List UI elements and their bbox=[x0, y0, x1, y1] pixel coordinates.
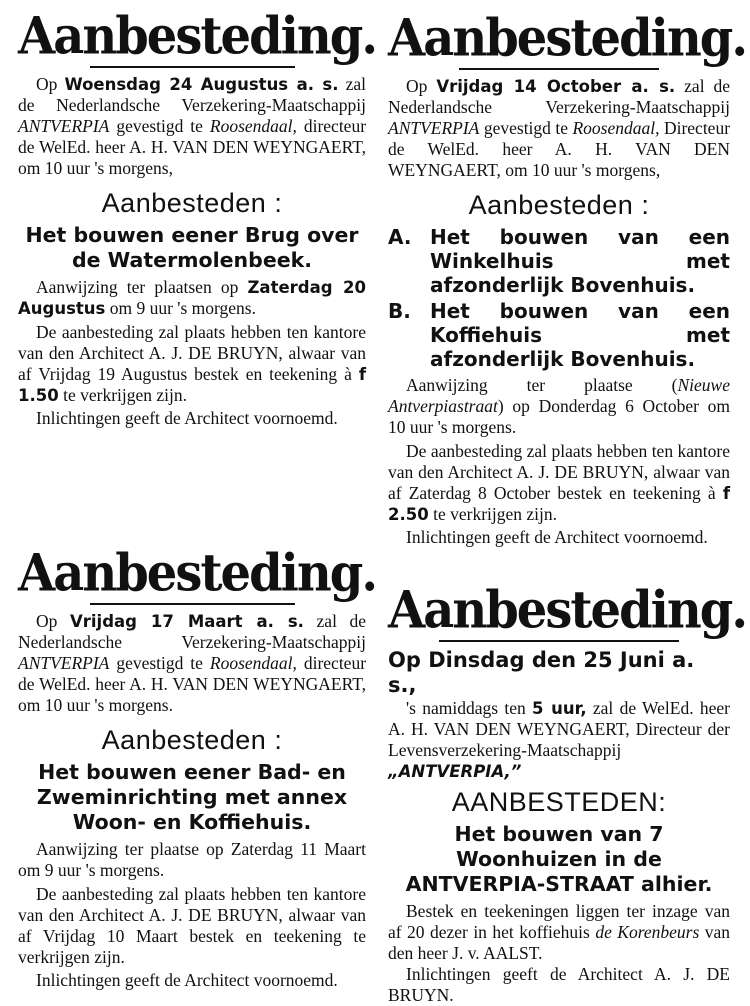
tender-time: 5 uur, bbox=[532, 699, 587, 718]
viewing-text: ) op Donderdag 6 October om 10 uur 's morgens. bbox=[388, 396, 730, 437]
intro-text: Op bbox=[36, 74, 58, 94]
documents-paragraph bbox=[388, 901, 730, 964]
ad-title: Aanbesteding. bbox=[18, 5, 377, 67]
intro-text: directeur de WelEd. heer A. H. VAN DEN WEYNGAERT, om 10 uur 's morgens. bbox=[18, 653, 367, 715]
intro-paragraph bbox=[18, 74, 366, 179]
ad-title: Aanbesteding. bbox=[18, 542, 377, 604]
intro-text: zal de WelEd. heer A. H. VAN DEN WEYNGAERT, Directeur der Levensverzekering-Maatschappij bbox=[388, 698, 730, 760]
location-text: De aanbesteding zal plaats hebben ten kantore van den Architect A. J. DE BRUYN, alwaar van af Zaterdag 8 October bestek en teekening à bbox=[388, 441, 730, 503]
item-marker: A. bbox=[388, 225, 412, 249]
advertisement-woonhuizen bbox=[388, 579, 747, 1006]
company-name: ANTVERPIA bbox=[388, 118, 480, 138]
location-text: te verkrijgen zijn. bbox=[63, 385, 188, 405]
intro-text: 's namiddags ten bbox=[406, 698, 526, 718]
viewing-paragraph bbox=[18, 277, 366, 319]
lead-date: Op Dinsdag den 25 Juni a. s., bbox=[388, 648, 695, 697]
title-rule bbox=[459, 68, 659, 70]
project-title: Het bouwen eener Brug over de Watermolenbeek. bbox=[25, 223, 359, 272]
intro-text: gevestigd te bbox=[483, 118, 568, 138]
viewing-text: Aanwijzing ter plaatsen op bbox=[36, 277, 239, 297]
price: f 1.50 bbox=[18, 365, 367, 405]
project-item-a bbox=[388, 225, 730, 297]
intro-text: gevestigd te bbox=[116, 653, 203, 673]
title-rule bbox=[439, 640, 679, 642]
location-paragraph bbox=[388, 441, 730, 525]
viewing-text: Aanwijzing ter plaatse ( bbox=[406, 375, 678, 395]
advertisement-winkelhuis bbox=[388, 7, 747, 548]
viewing-paragraph: Aanwijzing ter plaatse op Zaterdag 11 Maart om 9 uur 's morgens. bbox=[18, 839, 366, 880]
intro-text: Op bbox=[36, 611, 58, 631]
advertisement-brug bbox=[18, 5, 377, 429]
place-name: Roosendaal, bbox=[572, 118, 660, 138]
location-paragraph bbox=[18, 322, 366, 406]
company-name: ANTVERPIA bbox=[18, 116, 110, 136]
company-name: „ANTVERPIA,” bbox=[388, 762, 522, 781]
viewing-place: Nieuwe Antverpiastraat bbox=[388, 375, 730, 416]
item-marker: B. bbox=[388, 299, 411, 323]
info-line: Inlichtingen geeft de Architect voornoemd. bbox=[36, 970, 338, 990]
item-text: Het bouwen van een Winkelhuis met afzonderlijk Bovenhuis. bbox=[430, 225, 730, 297]
subheading: Aanbesteden : bbox=[468, 190, 650, 220]
subheading: Aanbesteden : bbox=[101, 725, 283, 755]
documents-text: van den heer J. v. AALST. bbox=[388, 922, 731, 963]
info-line: Inlichtingen geeft de Architect A. J. DE BRUYN. bbox=[388, 964, 730, 1005]
advertisement-badinrichting bbox=[18, 542, 377, 991]
company-name: ANTVERPIA bbox=[18, 653, 110, 673]
intro-text: zal de Nederlandsche Verzekering-Maatschappij bbox=[388, 76, 731, 117]
intro-text: directeur de WelEd. heer A. H. VAN DEN WEYNGAERT, om 10 uur 's morgens, bbox=[18, 116, 367, 178]
intro-paragraph bbox=[388, 76, 730, 181]
venue-name: de Korenbeurs bbox=[595, 922, 700, 942]
project-title: Het bouwen van 7 Woonhuizen in de ANTVERPIA-STRAAT alhier. bbox=[405, 822, 713, 896]
ad-title: Aanbesteding. bbox=[388, 7, 747, 69]
place-name: Roosendaal, bbox=[209, 653, 297, 673]
item-text: Het bouwen van een Koffiehuis met afzonderlijk Bovenhuis. bbox=[430, 299, 730, 371]
info-line: Inlichtingen geeft de Architect voornoemd. bbox=[406, 527, 708, 547]
intro-text: gevestigd te bbox=[116, 116, 203, 136]
intro-paragraph bbox=[388, 698, 730, 782]
title-rule bbox=[90, 603, 295, 605]
tender-date: Woensdag 24 Augustus a. s. bbox=[64, 75, 339, 94]
tender-date: Vrijdag 14 October a. s. bbox=[436, 77, 676, 96]
viewing-paragraph bbox=[388, 375, 730, 438]
viewing-text: om 9 uur 's morgens. bbox=[109, 298, 256, 318]
place-name: Roosendaal, bbox=[209, 116, 297, 136]
price: f 2.50 bbox=[388, 484, 730, 524]
subheading: Aanbesteden : bbox=[101, 188, 283, 218]
intro-text: zal de Nederlandsche Verzekering-Maatschappij bbox=[18, 611, 367, 652]
location-text: te verkrijgen zijn. bbox=[433, 504, 558, 524]
ad-title: Aanbesteding. bbox=[388, 579, 747, 641]
project-item-b bbox=[388, 299, 730, 371]
intro-text: zal de Nederlandsche Verzekering-Maatschappij bbox=[18, 74, 366, 115]
intro-paragraph bbox=[18, 611, 366, 716]
subheading: AANBESTEDEN: bbox=[451, 787, 667, 817]
location-paragraph: De aanbesteding zal plaats hebben ten kantore van den Architect A. J. DE BRUYN, alwaar van af Vrijdag 10 Maart bestek en teekening te verkrijgen zijn. bbox=[18, 884, 366, 967]
documents-text: Bestek en teekeningen liggen ter inzage van af 20 dezer in het koffiehuis bbox=[388, 901, 730, 942]
title-rule bbox=[90, 66, 295, 68]
intro-text: Directeur de WelEd. heer A. H. VAN DEN WEYNGAERT, om 10 uur 's morgens, bbox=[388, 118, 731, 180]
tender-date: Vrijdag 17 Maart a. s. bbox=[69, 612, 304, 631]
info-line: Inlichtingen geeft de Architect voornoemd. bbox=[36, 408, 338, 428]
project-title: Het bouwen eener Bad- en Zweminrichting met annex Woon- en Koffiehuis. bbox=[36, 760, 348, 834]
location-text: De aanbesteding zal plaats hebben ten kantore van den Architect A. J. DE BRUYN, alwaar van af Vrijdag 19 Augustus bestek en teekening à bbox=[18, 322, 366, 384]
intro-text: Op bbox=[406, 76, 428, 96]
viewing-date: Zaterdag 20 Augustus bbox=[18, 278, 366, 318]
